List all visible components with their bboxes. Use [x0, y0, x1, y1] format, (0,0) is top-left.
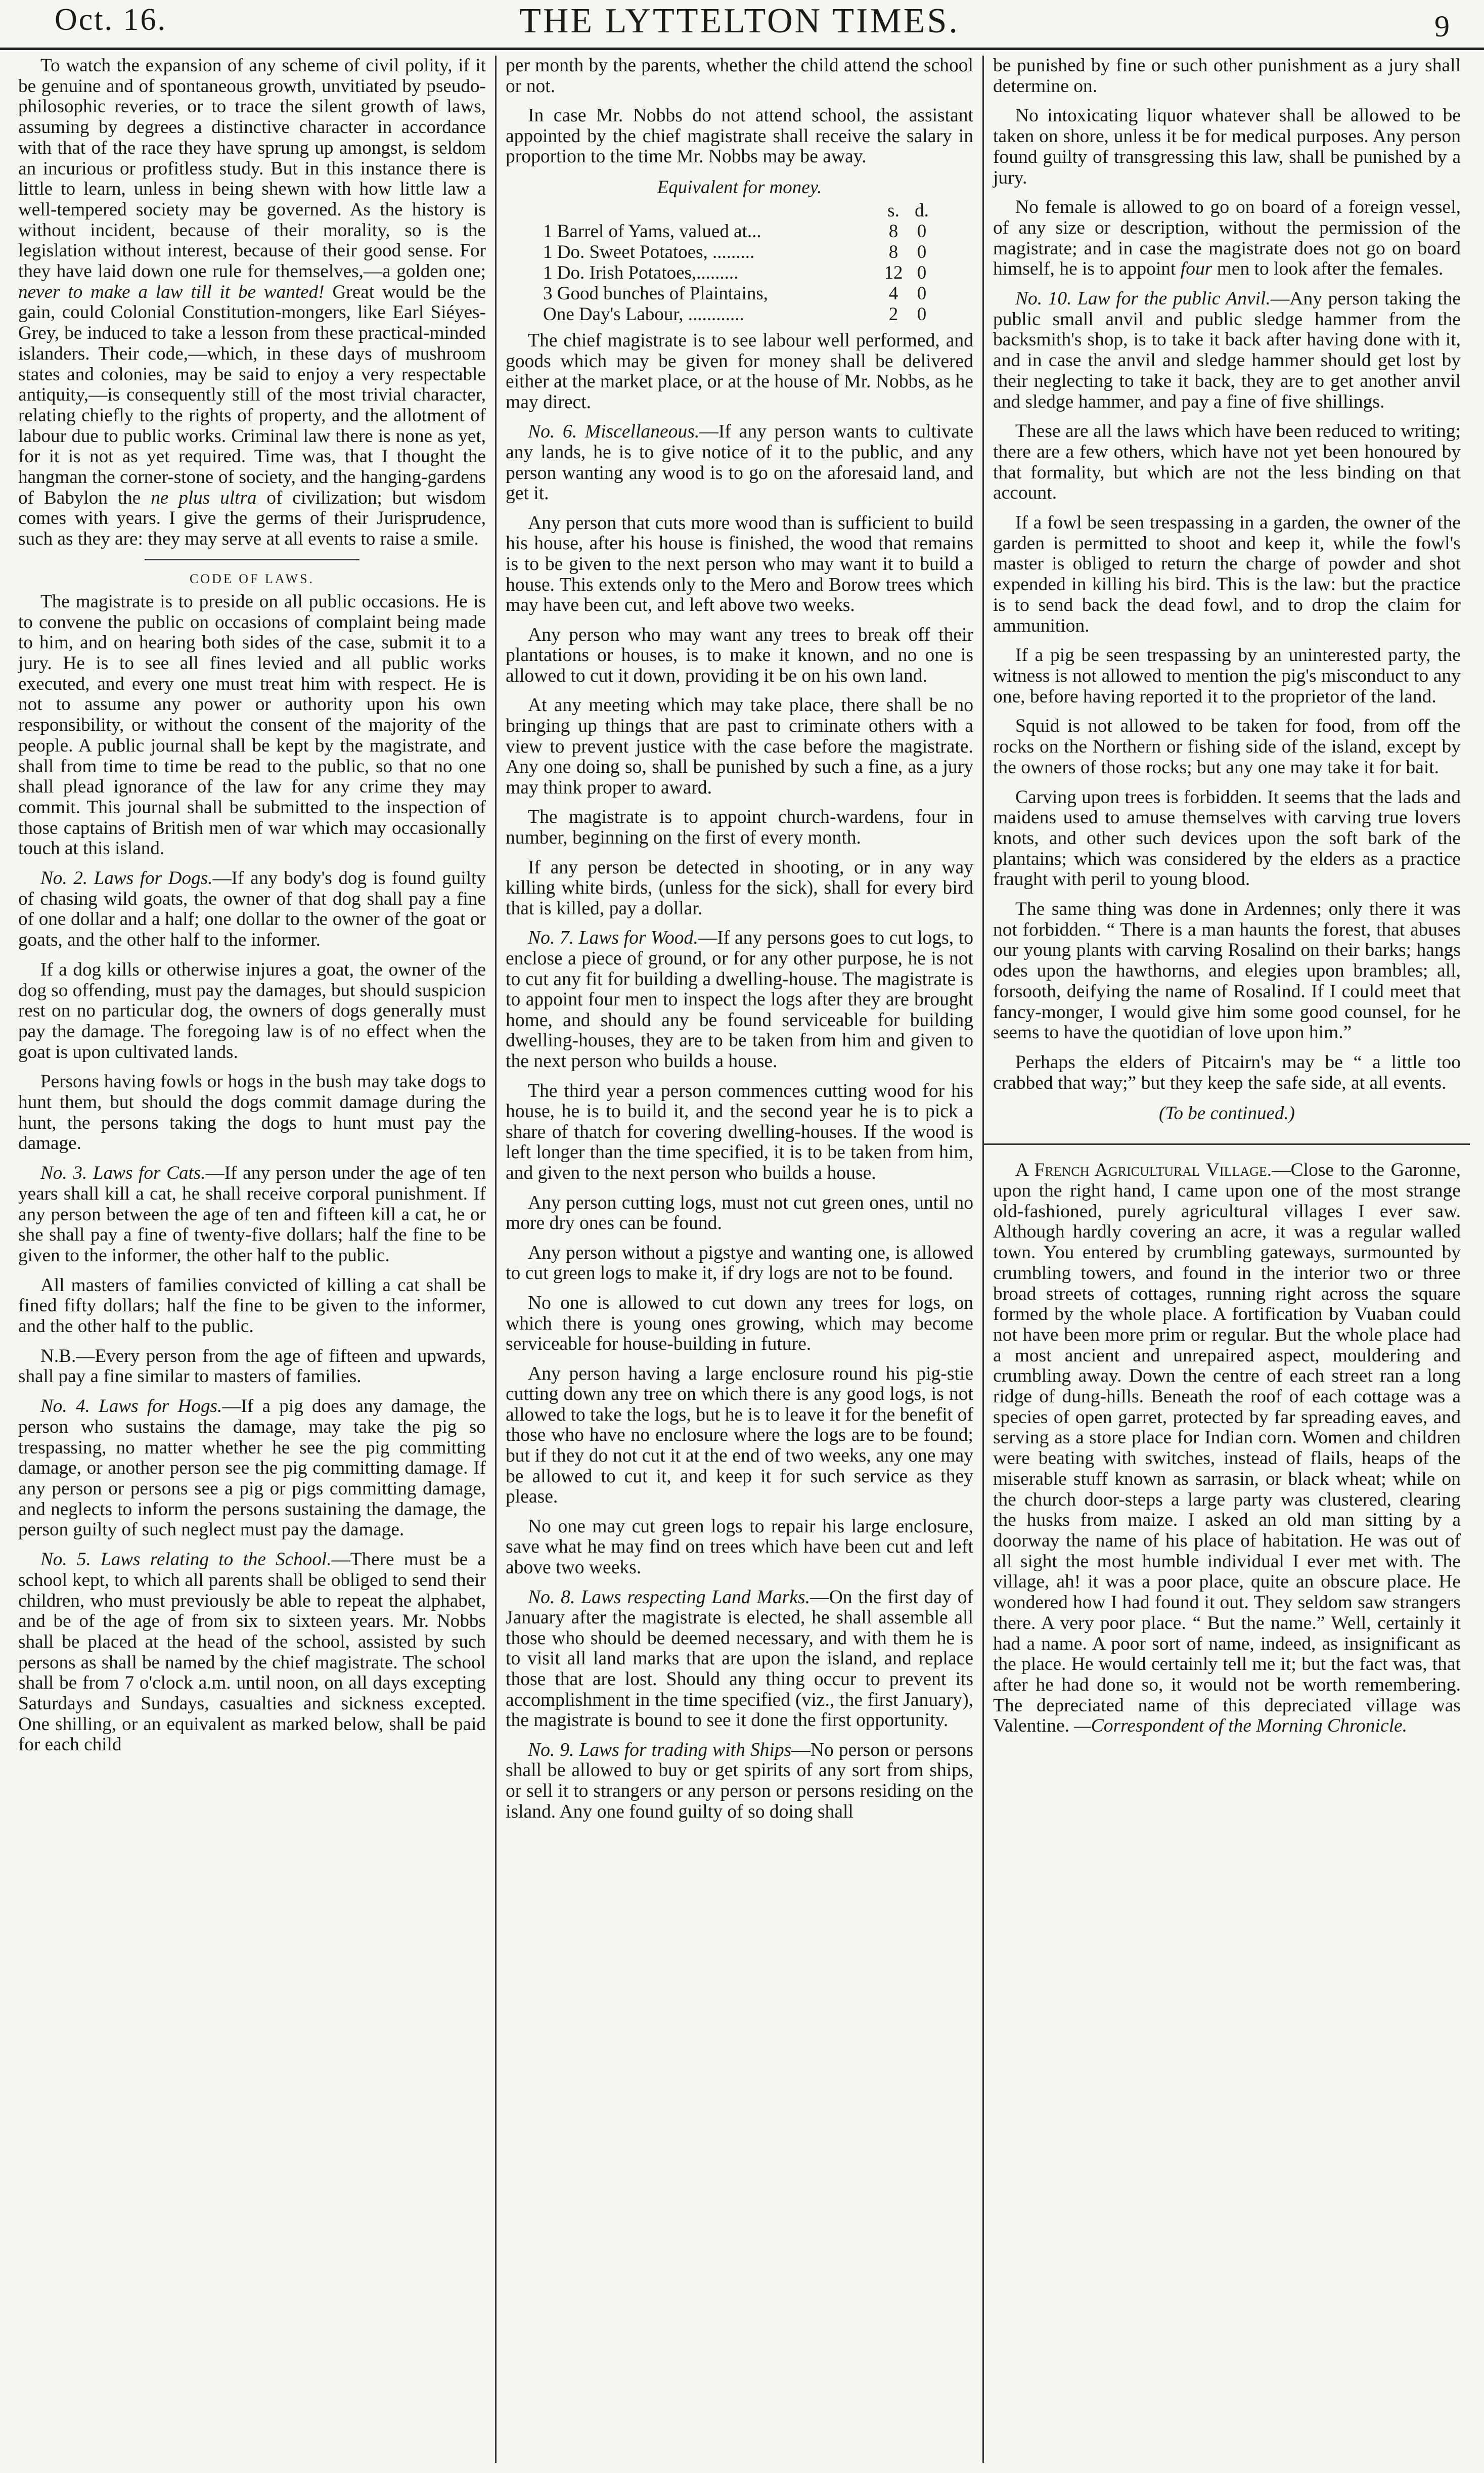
intro-italic-2: ne plus ultra [151, 487, 257, 508]
law-7-paragraph-e: No one is allowed to cut down any trees for logs, on which there is young ones growing, which may become serviceable for house-building in future. [506, 1292, 973, 1355]
law-10-label: No. 10. Law for the public Anvil. [1015, 288, 1271, 310]
law-7-paragraph-c: Any person cutting logs, must not cut green ones, until no more dry ones can be found. [506, 1192, 973, 1234]
table-row [543, 283, 936, 304]
law-9-text: —No person or persons shall be allowed to buy or get spirits of any sort from ships, or sell it to strangers or any person or persons residing on the island. Any one found guilty of so doing shall [506, 1739, 973, 1822]
equivalent-shillings: 8 [888, 241, 898, 262]
law-8-text: —On the first day of January after the magistrate is elected, he shall assemble all those who should be deemed necessary, and with them he is to visit all land marks that are upon the island, and replace those that are lost. Should any thing occur to prevent its accomplishment in the time specified (viz., the first January), the magistrate is bound to see it done the first opportunity. [506, 1586, 973, 1731]
column-2 [495, 56, 982, 2463]
law-9-continued: be punished by fine or such other punishment as a jury shall determine on. [993, 56, 1461, 97]
law-3-note: N.B.—Every person from the age of fifteen and upwards, shall pay a fine similar to masters of families. [18, 1345, 486, 1387]
table-row [543, 221, 936, 242]
laws-summary-paragraph: These are all the laws which have been reduced to writing; there are a few others, which have not yet been honoured by that formality, but which are not the less binding on that account. [993, 421, 1461, 504]
page-number: 9 [1434, 10, 1450, 43]
law-2-paragraph-c: Persons having fowls or hogs in the bush may take dogs to hunt them, but should the dogs commit damage during the hunt, the persons taking the dogs to hunt must pay the damage. [18, 1071, 486, 1154]
table-row [543, 242, 936, 262]
equivalent-shillings: 12 [884, 262, 903, 283]
law-4-label: No. 4. Laws for Hogs. [40, 1396, 222, 1417]
law-2-label: No. 2. Laws for Dogs. [40, 868, 213, 889]
masthead-rule [0, 48, 1484, 50]
school-continued: per month by the parents, whether the child attend the school or not. [506, 56, 973, 97]
law-8-land-marks [506, 1587, 973, 1731]
law-2-paragraph-b: If a dog kills or otherwise injures a goat, the owner of the dog so offending, must pay the damages, but should suspicion rest on no particular dog, the owners of dogs generally must pay the damage. The foregoing law is of no effect when the goat is upon cultivated lands. [18, 959, 486, 1063]
law-5-label: No. 5. Laws relating to the School. [40, 1549, 332, 1570]
law-10-text: —Any person taking the public small anvil and public sledge hammer from the backsmith's shop, is to take it back after having done with it, and in case the anvil and sledge hammer should get lost by their neglecting to take it back, they are to get another anvil and sledge hammer, and pay a fine of five shillings. [993, 288, 1461, 412]
newspaper-title: THE LYTTELTON TIMES. [519, 2, 960, 40]
law-2-dogs [18, 868, 486, 951]
squid-paragraph: Squid is not allowed to be taken for food, from off the rocks on the Northern or fishing side of the island, except by the owners of those rocks; but any one may take it for bait. [993, 716, 1461, 778]
french-village-title: A French Agricultural Village. [1015, 1160, 1272, 1181]
labour-paragraph: The chief magistrate is to see labour well performed, and goods which may be given for money shall be delivered either at the market place, or at the house of Mr. Nobbs, as he may direct. [506, 330, 973, 413]
magistrate-paragraph: The magistrate is to preside on all public occasions. He is to convene the public on occasions of complaint being made to him, and on hearing both sides of the case, submit it to a jury. He is to see all fines levied and all public works executed, and every one must treat him with respect. He is not to assume any power or authority upon his own responsibility, or without the consent of the majority of the people. A public journal shall be kept by the magistrate, and shall from time to time be read to the public, so that no one shall plead ignorance of the law for any crime they may commit. This journal shall be submitted to the inspection of those captains of British men of war which may occasionally touch at this island. [18, 591, 486, 859]
law-6-paragraph-e: The magistrate is to appoint church-wardens, four in number, beginning on the first of every month. [506, 807, 973, 849]
equivalent-pence: 0 [917, 262, 927, 283]
pence-header: d. [915, 200, 929, 221]
law-7-paragraph-d: Any person without a pigstye and wanting one, is allowed to cut green logs to make it, if dry logs are not to be found. [506, 1242, 973, 1284]
pig-paragraph: If a pig be seen trespassing by an uninterested party, the witness is not allowed to mention the pig's misconduct to any one, before having reported it to the proprietor of the land. [993, 645, 1461, 707]
equivalent-title: Equivalent for money. [657, 176, 822, 198]
law-7-paragraph-b: The third year a person commences cutting wood for his house, he is to build it, and the second year he is to pick a share of thatch for covering dwelling-houses. If the wood is left longer than the time specified, it is to be taken from him, and given to the next person who builds a house. [506, 1080, 973, 1183]
liquor-paragraph: No intoxicating liquor whatever shall be allowed to be taken on shore, unless it be for medical purposes. Any person found guilty of transgressing this law, shall be punished by a jury. [993, 105, 1461, 188]
to-be-continued: (To be continued.) [1159, 1103, 1295, 1124]
french-village-article [993, 1160, 1461, 1737]
issue-date: Oct. 16. [55, 3, 167, 37]
law-3-text: —If any person under the age of ten years shall kill a cat, he shall receive corporal punishment. If any person between the age of ten and fifteen kill a cat, he or she shall pay a fine of twenty-five dollars; half the fine to be given to the informer, the other half to the public. [18, 1163, 486, 1266]
article-credit: —Correspondent of the Morning Chronicle. [1074, 1715, 1408, 1737]
equivalent-shillings: 4 [888, 283, 898, 304]
law-3-cats [18, 1163, 486, 1266]
law-4-hogs [18, 1396, 486, 1540]
equivalent-item: 1 Barrel of Yams, valued at... [543, 220, 761, 242]
equivalent-pence: 0 [917, 283, 927, 304]
masthead [9, 0, 1470, 51]
table-row [543, 262, 936, 283]
column-3 [982, 56, 1470, 2463]
law-9-trading [506, 1740, 973, 1822]
equivalent-pence: 0 [917, 241, 927, 262]
equivalent-shillings: 8 [888, 220, 898, 242]
law-2-text: —If any body's dog is found guilty of chasing wild goats, the owner of that dog shall pay a fine of one dollar and a half; one dollar to the owner of the goat or goats, and the other half to the informer. [18, 868, 486, 951]
equivalent-item: One Day's Labour, ............ [543, 303, 744, 325]
fowl-paragraph: If a fowl be seen trespassing in a garden, the owner of the garden is permitted to shoot and keep it, while the fowl's master is obliged to return the charge of powder and shot expended in killing his bird. This is the law: but the practice is to send back the dead fowl, and to drop the claim for ammunition. [993, 512, 1461, 636]
law-6-paragraph-f: If any person be detected in shooting, or in any way killing white birds, (unless for the sick), shall for every bird that is killed, pay a dollar. [506, 857, 973, 919]
assistant-paragraph: In case Mr. Nobbs do not attend school, the assistant appointed by the chief magistrate shall receive the salary in proportion to the time Mr. Nobbs may be away. [506, 105, 973, 167]
law-6-paragraph-c: Any person who may want any trees to break off their plantations or houses, is to make it known, and no one is allowed to cut it down, providing it be on his own land. [506, 624, 973, 686]
law-6-label: No. 6. Miscellaneous. [528, 421, 700, 443]
intro-paragraph [18, 56, 486, 550]
law-6-paragraph-b: Any person that cuts more wood than is sufficient to build his house, after his house is finished, the wood that remains is to be given to the next person who may want it to build a house. This extends only to the Mero and Borow trees which may have been cut, and left above two weeks. [506, 512, 973, 616]
intro-end: of civilization; but wisdom comes with years. I give the germs of their Jurisprudence, such as they are: they may serve at all events to raise a smile. [18, 487, 486, 550]
law-5-school [18, 1550, 486, 1755]
equivalent-table [543, 200, 936, 325]
equivalent-header [543, 200, 936, 221]
law-5-text: —There must be a school kept, to which all parents shall be obliged to send their children, who must previously be able to repeat the alphabet, and be of the age of from six to sixteen years. Mr. Nobbs shall be placed at the head of the school, assisted by such persons as shall be named by the chief magistrate. The school shall be from 7 o'clock a.m. until noon, on all days excepting Saturdays and Sundays, casualties and sickness excepted. One shilling, or an equivalent as marked below, shall be paid for each child [18, 1549, 486, 1755]
law-7-text: —If any persons goes to cut logs, to enclose a piece of ground, or for any other purpose, he is not to cut any fit for building a dwelling-house. The magistrate is to appoint four men to inspect the logs after they are brought home, and should any be found serviceable for building dwelling-houses, they are to be taken from him and given to the next person who builds a house. [506, 928, 973, 1072]
equivalent-item: 1 Do. Sweet Potatoes, ......... [543, 241, 755, 262]
equivalent-item: 3 Good bunches of Plaintains, [543, 283, 768, 304]
female-italic: four [1180, 258, 1212, 280]
law-7-label: No. 7. Laws for Wood. [528, 928, 698, 949]
table-row [543, 304, 936, 325]
law-7-paragraph-f: Any person having a large enclosure round his pig-stie cutting down any tree on which there is any good logs, is not allowed to take the logs, but he is to leave it for the benefit of those who have no enclosure where the logs are to be found; but if they do not cut it at the end of two weeks, any one may be allowed to cut it, and keep it for such service as they please. [506, 1363, 973, 1508]
law-3-label: No. 3. Laws for Cats. [40, 1163, 206, 1184]
law-6-text: —If any person wants to cultivate any lands, he is to give notice of it to the public, and any person wanting any wood is to go on the aforesaid land, and get it. [506, 421, 974, 504]
article-divider [984, 1143, 1470, 1145]
elders-paragraph: Perhaps the elders of Pitcairn's may be “ a little too crabbed that way;” but they keep the safe side, at all events. [993, 1051, 1461, 1093]
shillings-header: s. [887, 200, 900, 221]
article-columns [9, 56, 1470, 2463]
ardennes-paragraph: The same thing was done in Ardennes; only there it was not forbidden. “ There is a man haunts the forest, that abuses our young plants with carving Rosalind on their barks; hangs odes upon the hawthorns, and elegies upon brambles; all, forsooth, deifying the name of Rosalind. If I could meet that fancy-monger, I would give him some good counsel, for he seems to have the quotidian of love upon him.” [993, 899, 1461, 1043]
law-6-paragraph-d: At any meeting which may take place, there shall be no bringing up things that are past to criminate others with a view to prevent justice with the case before the magistrate. Any one doing so, shall be punished by such a fine, as a jury may think proper to award. [506, 695, 973, 798]
french-village-text: —Close to the Garonne, upon the right hand, I came upon one of the most strange old-fashioned, purely agricultural villages I ever saw. Although hardly covering an acre, it was a regular walled town. You entered by crumbling gateways, surmounted by crumbling towers, and found in the interior two or three broad streets of cottages, running right across the square formed by the whole place. A fortification by Vuaban could not have been more prim or regular. But the whole place had a most ancient and unrepaired aspect, mouldering and crumbling away. Down the centre of each street ran a long ridge of dung-hills. Beneath the roof of each cottage was a species of open garret, protected by far spreading eaves, and serving as a store place for Indian corn. Women and children were beating with switches, instead of flails, heaps of the miserable stuff known as sarrasin, or black wheat; while on the church door-steps a large party was clustered, clearing the husks from maize. I asked an old man sitting by a doorway the name of his place of habitation. He was out of all sight the most humble individual I ever met with. The village, ah! it was a poor place, quite an obscure place. He wondered how I had found it out. They seldom saw strangers there. A very poor place. “ But the name.” Well, certainly it had a name. A poor sort of name, indeed, as insignificant as the place. He would certainly tell me it; but the fact was, that after he had done so, it would not be worth remembering. The depreciated name of this depreciated village was Valentine. [993, 1160, 1461, 1737]
section-divider [145, 559, 360, 560]
female-paragraph [993, 197, 1461, 280]
column-1 [9, 56, 495, 2463]
law-6-miscellaneous [506, 422, 973, 504]
law-8-label: No. 8. Laws respecting Land Marks. [528, 1586, 810, 1608]
intro-text: To watch the expansion of any scheme of civil polity, if it be genuine and of spontaneous growth, unvitiated by pseudo-philosophic reveries, or to trace the silent growth of laws, assuming by degrees a distinctive character in accordance with that of the race they have sprung up amongst, is seldom an incurious or profitless study. But in this instance there is little to learn, unless in being shewn with how little law a well-tempered society may be governed. As the history is without incident, because of their morality, so is the legislation without interest, because of their good sense. For they have laid down one rule for themselves,—a golden one; [18, 56, 486, 282]
female-text-end: men to look after the females. [1217, 258, 1444, 280]
equivalent-item: 1 Do. Irish Potatoes,......... [543, 262, 739, 283]
law-7-wood [506, 928, 973, 1072]
law-4-text: —If a pig does any damage, the person who sustains the damage, may take the pig so trespassing, no matter whether he see the pig committing damage, or another person see the pig committing damage. If any person or persons see a pig or pigs committing damage, and neglects to inform the persons sustaining the damage, the person guilty of such neglect must pay the damage. [18, 1396, 486, 1540]
equivalent-pence: 0 [917, 303, 927, 325]
law-3-paragraph-b: All masters of families convicted of killing a cat shall be fined fifty dollars; half the fine to be given to the informer, and the other half to the public. [18, 1274, 486, 1337]
law-7-paragraph-g: No one may cut green logs to repair his large enclosure, save what he may find on trees which have been cut and left above two weeks. [506, 1516, 973, 1578]
intro-rest: Great would be the gain, could Colonial Constitution-mongers, like Earl Siéyes-Grey, be induced to take a lesson from these practical-minded islanders. Their code,—which, in these days of mushroom states and colonies, may be said to enjoy a very respectable antiquity,—is consequently still of the most trivial character, relating chiefly to the rights of property, and the allotment of labour due to public works. Criminal law there is none as yet, for it is not as yet required. Time was, that I thought the hangman the corner-stone of society, and the hanging-gardens of Babylon the [18, 281, 486, 508]
female-text: No female is allowed to go on board of a foreign vessel, of any size or description, without the permission of the magistrate; and in case the magistrate does not go on board himself, he is to appoint [993, 197, 1461, 280]
intro-italic: never to make a law till it be wanted! [18, 281, 325, 302]
law-9-label: No. 9. Laws for trading with Ships [528, 1739, 792, 1760]
carving-paragraph: Carving upon trees is forbidden. It seems that the lads and maidens used to amuse themselves with carving true lovers knots, and other such devices upon the soft bark of the plantains; which was considered by the elders as a practice fraught with peril to young blood. [993, 786, 1461, 890]
equivalent-pence: 0 [917, 220, 927, 242]
equivalent-shillings: 2 [888, 303, 898, 325]
law-10-anvil [993, 289, 1461, 412]
code-of-laws-heading: CODE OF LAWS. [189, 571, 315, 586]
